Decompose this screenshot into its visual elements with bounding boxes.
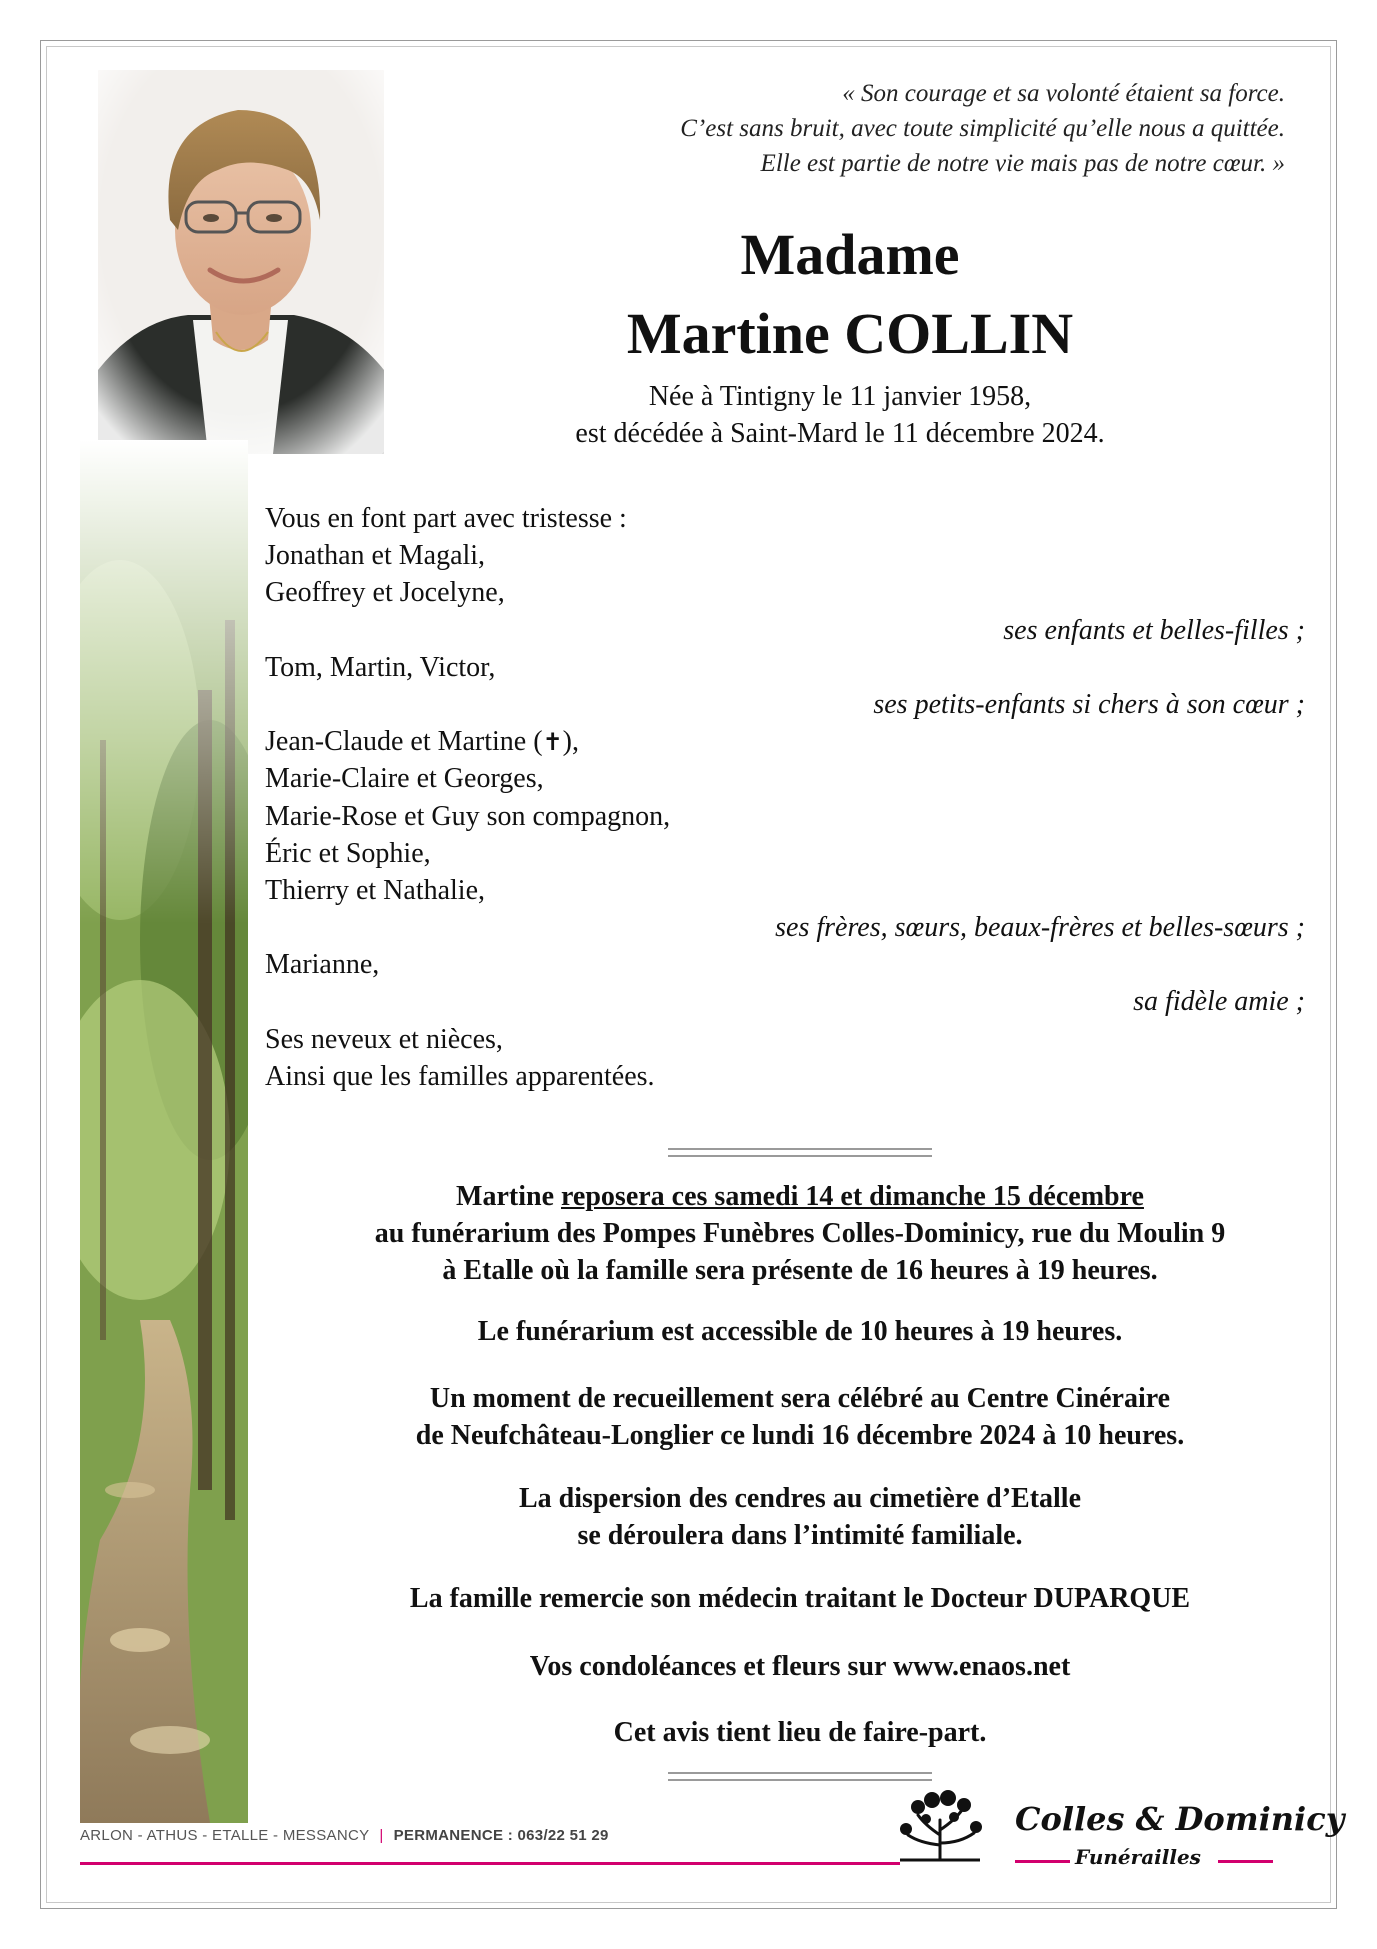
family-line: Marie-Claire et Georges, bbox=[265, 763, 544, 795]
info-line: au funérarium des Pompes Funèbres Colles-Dominicy, rue du Moulin 9 bbox=[374, 1218, 1226, 1249]
separator-top bbox=[668, 1148, 932, 1157]
brand-accent-left bbox=[1015, 1860, 1070, 1863]
info-ashes bbox=[250, 1480, 1350, 1554]
portrait-photo bbox=[98, 70, 384, 454]
family-role: sa fidèle amie ; bbox=[1133, 986, 1305, 1018]
brand-subtitle: Funérailles bbox=[1075, 1845, 1201, 1869]
separator-bottom bbox=[668, 1772, 932, 1781]
info-line: de Neufchâteau-Longlier ce lundi 16 décembre 2024 à 10 heures. bbox=[415, 1420, 1185, 1451]
deceased-name: Martine COLLIN bbox=[626, 301, 1074, 366]
birth-line: Née à Tintigny le 11 janvier 1958, bbox=[648, 381, 1032, 412]
family-line: Ainsi que les familles apparentées. bbox=[265, 1060, 655, 1092]
epigraph-line: « Son courage et sa volonté étaient sa force. bbox=[842, 80, 1285, 107]
info-notice: Cet avis tient lieu de faire-part. bbox=[613, 1717, 987, 1748]
family-role: ses petits-enfants si chers à son cœur ; bbox=[873, 688, 1305, 720]
info-text: Martine bbox=[456, 1181, 561, 1212]
forest-path-image bbox=[80, 440, 248, 1823]
family-line: Geoffrey et Jocelyne, bbox=[265, 577, 505, 609]
family-intro: Vous en font part avec tristesse : bbox=[265, 503, 627, 534]
family-line-text: Jean-Claude et Martine ( bbox=[265, 726, 543, 758]
epigraph-line: Elle est partie de notre vie mais pas de notre cœur. » bbox=[760, 150, 1285, 177]
info-ceremony bbox=[250, 1380, 1350, 1454]
cross-icon: ✝ bbox=[542, 728, 563, 757]
info-hours: Le funérarium est accessible de 10 heures à 19 heures. bbox=[477, 1316, 1123, 1347]
info-condolences: Vos condoléances et fleurs sur www.enaos.net bbox=[529, 1651, 1071, 1682]
family-list bbox=[265, 500, 1305, 1095]
family-line bbox=[265, 723, 1305, 760]
forest-illustration bbox=[80, 440, 248, 1823]
epigraph bbox=[680, 76, 1285, 181]
footer-locations: ARLON - ATHUS - ETALLE - MESSANCY bbox=[80, 1827, 370, 1844]
death-line: est décédée à Saint-Mard le 11 décembre 2024. bbox=[575, 418, 1105, 449]
family-role: ses frères, sœurs, beaux-frères et belles-sœurs ; bbox=[775, 912, 1305, 944]
epigraph-line: C’est sans bruit, avec toute simplicité qu’elle nous a quittée. bbox=[680, 115, 1285, 142]
family-line: Marie-Rose et Guy son compagnon, bbox=[265, 800, 671, 832]
info-text-underlined: reposera ces samedi 14 et dimanche 15 décembre bbox=[561, 1181, 1144, 1212]
footer-contact bbox=[80, 1827, 609, 1844]
info-line: à Etalle où la famille sera présente de 16 heures à 19 heures. bbox=[442, 1255, 1158, 1286]
footer-permanence: PERMANENCE : 063/22 51 29 bbox=[393, 1827, 609, 1844]
family-role: ses enfants et belles-filles ; bbox=[1003, 614, 1305, 646]
footer-separator: | bbox=[379, 1827, 384, 1844]
brand-name: Colles & Dominicy bbox=[1015, 1800, 1345, 1838]
info-line bbox=[250, 1178, 1350, 1215]
family-line: Ses neveux et nièces, bbox=[265, 1023, 503, 1055]
portrait-illustration bbox=[98, 70, 384, 454]
family-line: Tom, Martin, Victor, bbox=[265, 651, 496, 683]
family-line: Marianne, bbox=[265, 949, 380, 981]
honorific: Madame bbox=[740, 222, 960, 287]
footer-accent-line bbox=[80, 1862, 900, 1865]
info-line: Un moment de recueillement sera célébré au Centre Cinéraire bbox=[429, 1383, 1171, 1414]
family-line: Jonathan et Magali, bbox=[265, 540, 486, 572]
info-wake bbox=[250, 1178, 1350, 1289]
family-line-text: ), bbox=[562, 726, 579, 758]
family-line: Éric et Sophie, bbox=[265, 837, 431, 869]
info-line: se déroulera dans l’intimité familiale. bbox=[577, 1520, 1023, 1551]
brand-accent-right bbox=[1218, 1860, 1273, 1863]
info-thanks: La famille remercie son médecin traitant le Docteur DUPARQUE bbox=[409, 1583, 1191, 1614]
family-line: Thierry et Nathalie, bbox=[265, 874, 486, 906]
tree-logo-icon bbox=[890, 1785, 990, 1865]
info-line: La dispersion des cendres au cimetière d’Etalle bbox=[518, 1483, 1082, 1514]
